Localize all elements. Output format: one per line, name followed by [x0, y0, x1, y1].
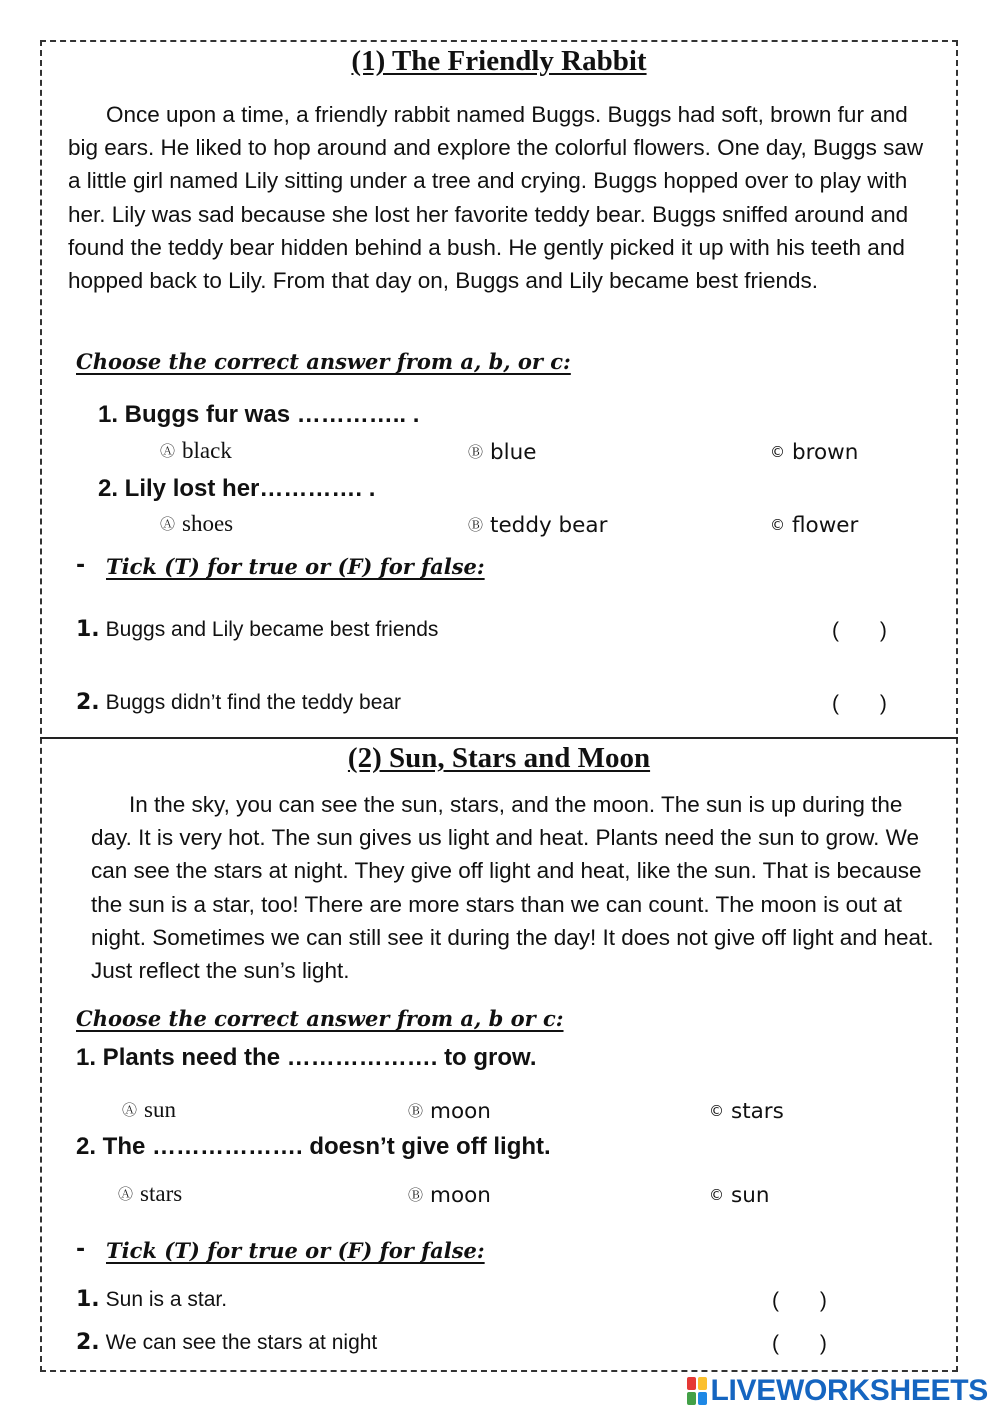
logo-square: [687, 1392, 696, 1405]
logo-square: [687, 1377, 696, 1390]
section1-mcq-instruction: Choose the correct answer from a, b, or c:: [76, 349, 571, 374]
section-divider: [40, 737, 958, 739]
section2-tf-item-1: 1. Sun is a star.: [76, 1287, 228, 1312]
section2-tf-instruction: Tick (T) for true or (F) for false:: [106, 1238, 485, 1263]
section2-tf-answer-1[interactable]: ( ): [772, 1289, 827, 1312]
option-b-marker: Ⓑ: [408, 1102, 424, 1120]
section1-tf-item-1: 1. Buggs and Lily became best friends: [76, 617, 439, 642]
option-a-marker: Ⓐ: [160, 517, 176, 533]
section2-tf-dash: -: [76, 1237, 86, 1262]
section1-q1-option-a[interactable]: Ⓐ black: [160, 438, 232, 463]
section1-tf-dash: -: [76, 553, 86, 578]
section1-tf-instruction: Tick (T) for true or (F) for false:: [106, 554, 485, 579]
section1-tf-answer-1[interactable]: ( ): [832, 619, 887, 642]
option-c-marker: ©: [770, 443, 785, 461]
section1-q1-option-b[interactable]: Ⓑ blue: [468, 440, 537, 465]
liveworksheets-wordmark: LIVEWORKSHEETS: [710, 1374, 988, 1407]
option-c-marker: ©: [709, 1102, 724, 1120]
liveworksheets-logo-icon: [687, 1377, 707, 1405]
section1-question-2: 2. Lily lost her…………. .: [98, 475, 376, 502]
logo-square: [698, 1377, 707, 1390]
logo-square: [698, 1392, 707, 1405]
section1-tf-item-2: 2. Buggs didn’t find the teddy bear: [76, 690, 402, 715]
section2-q2-option-c[interactable]: © sun: [709, 1183, 770, 1208]
option-c-marker: ©: [770, 516, 785, 534]
option-c-marker: ©: [709, 1186, 724, 1204]
section2-q1-option-b[interactable]: Ⓑ moon: [408, 1099, 491, 1124]
section2-tf-item-2: 2. We can see the stars at night: [76, 1330, 378, 1355]
section2-question-1: 1. Plants need the ………………. to grow.: [76, 1044, 537, 1071]
option-a-marker: Ⓐ: [160, 444, 176, 460]
section1-q1-option-c[interactable]: © brown: [770, 440, 859, 465]
section1-q2-option-a[interactable]: Ⓐ shoes: [160, 511, 234, 536]
section1-paragraph: Once upon a time, a friendly rabbit named Buggs. Buggs had soft, brown fur and big ears. He liked to hop around and explore the colorful flowers. One day, Buggs saw a little girl named Lily sitting under a tree and crying. Buggs hopped over to play with her. Lily was sad because she lost her favorite teddy bear. Buggs sniffed around and found the teddy bear hidden behind a bush. He gently picked it up with his teeth and hopped back to Lily. From that day on, Buggs and Lily became best friends.: [68, 102, 924, 294]
section1-tf-answer-2[interactable]: ( ): [832, 692, 887, 715]
section2-q1-option-c[interactable]: © stars: [709, 1099, 784, 1124]
section2-q2-option-a[interactable]: Ⓐ stars: [118, 1181, 183, 1206]
section2-q1-option-a[interactable]: Ⓐ sun: [122, 1097, 176, 1122]
option-b-marker: Ⓑ: [468, 443, 484, 461]
section2-q2-option-b[interactable]: Ⓑ moon: [408, 1183, 491, 1208]
section2-tf-answer-2[interactable]: ( ): [772, 1332, 827, 1355]
section2-paragraph: In the sky, you can see the sun, stars, and the moon. The sun is up during the day. It is very hot. The sun gives us light and heat. Plants need the sun to grow. We can see the stars at night. They give off light and heat, like the sun. That is because the sun is a star, too! There are more stars than we can count. The moon is out at night. Sometimes we can still see it during the day! It does not give off light and heat. Just reflect the sun’s light.: [91, 792, 934, 984]
option-a-marker: Ⓐ: [122, 1103, 138, 1119]
liveworksheets-brand[interactable]: [687, 1372, 989, 1410]
section1-q2-option-c[interactable]: © flower: [770, 513, 859, 538]
section1-title: (1) The Friendly Rabbit: [351, 45, 647, 77]
option-a-marker: Ⓐ: [118, 1187, 134, 1203]
section2-question-2: 2. The ………………. doesn’t give off light.: [76, 1133, 551, 1160]
section2-title: (2) Sun, Stars and Moon: [347, 742, 651, 774]
section2-mcq-instruction: Choose the correct answer from a, b or c:: [76, 1006, 564, 1031]
section1-q2-option-b[interactable]: Ⓑ teddy bear: [468, 513, 608, 538]
option-b-marker: Ⓑ: [408, 1186, 424, 1204]
option-b-marker: Ⓑ: [468, 516, 484, 534]
section1-question-1: 1. Buggs fur was ………….. .: [98, 401, 420, 428]
